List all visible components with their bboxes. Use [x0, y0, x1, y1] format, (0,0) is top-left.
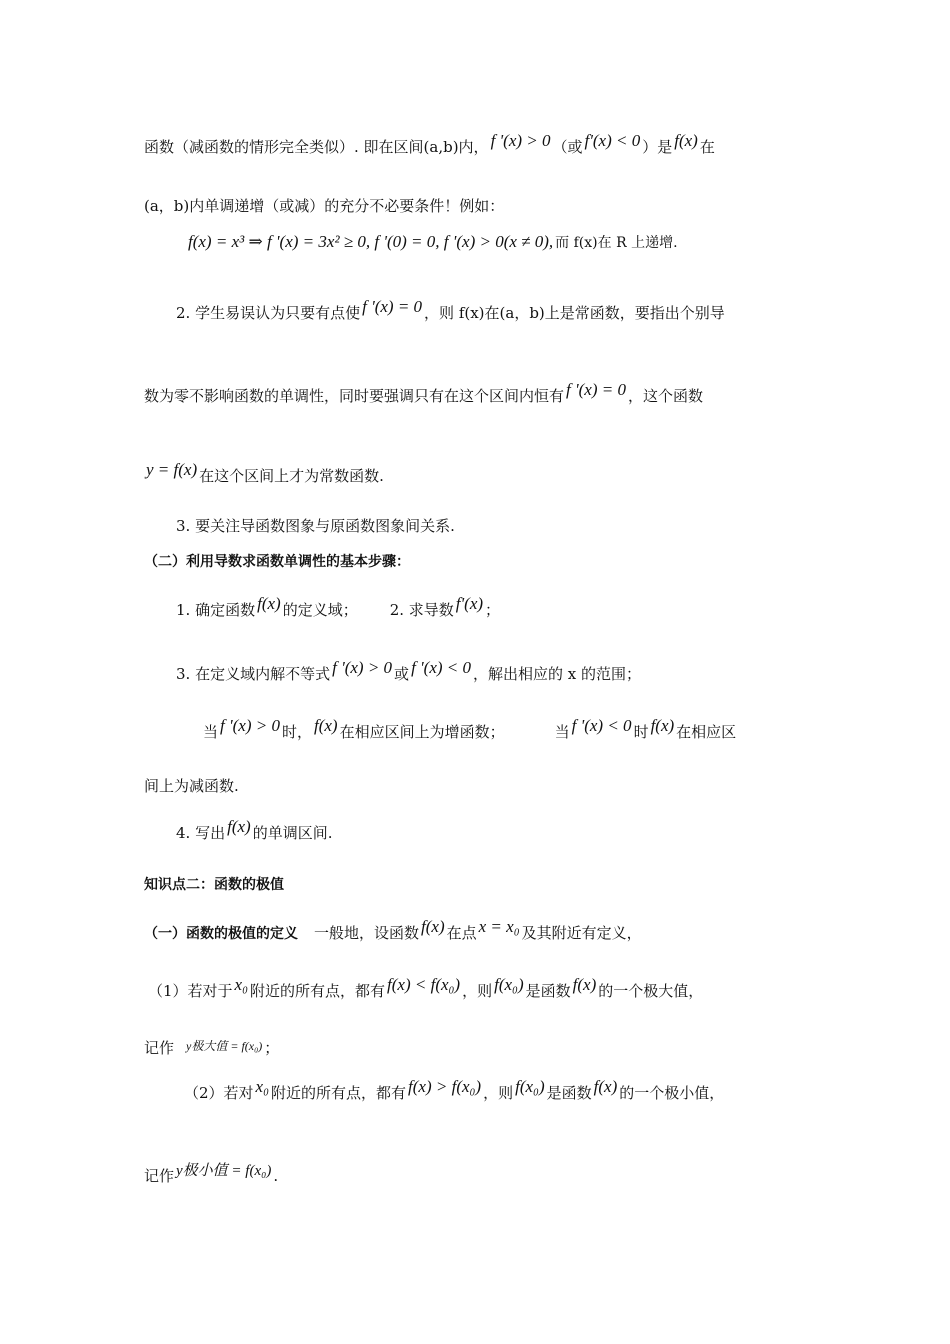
paragraph-text: 2. 求导数 — [389, 601, 454, 619]
paragraph-text: 的一个极小值， — [619, 1084, 725, 1102]
text-line — [148, 975, 703, 1001]
math-formula: f(x) — [674, 131, 698, 150]
math-formula: f(x) — [650, 716, 675, 735]
paragraph-text: 及其附近有定义， — [521, 924, 642, 942]
paragraph-text: 3. 在定义域内解不等式 — [176, 665, 331, 683]
paragraph-text: (a，b)内单调递增（或减）的充分不必要条件！例如： — [144, 197, 505, 215]
paragraph-text: （2）若对 — [184, 1084, 254, 1102]
paragraph-text: 1. 确定函数 — [176, 601, 256, 619]
math-formula: f(x) — [227, 817, 251, 836]
math-formula: f '(x) = 0 — [362, 297, 423, 316]
paragraph-text: 而 f(x)在 R 上递增. — [555, 235, 678, 251]
math-formula: f(x) — [313, 716, 338, 735]
math-formula: f '(x) = 0 — [566, 380, 626, 399]
paragraph-text: ，则 — [462, 982, 493, 1000]
section-heading — [144, 551, 410, 572]
paragraph-text: 在 — [699, 138, 715, 156]
text-line — [176, 817, 332, 843]
paragraph-text: 记作 — [144, 1039, 175, 1057]
paragraph-text: 是函数 — [525, 982, 571, 1000]
paragraph-text: 在相应区间上为增函数； — [339, 723, 505, 741]
text-line — [176, 658, 641, 684]
math-formula: x₀ — [234, 975, 249, 994]
text-line — [144, 1161, 278, 1186]
math-formula: f '(x) > 0 — [332, 658, 393, 677]
paragraph-text: 时， — [281, 723, 312, 741]
math-formula: f(x) — [593, 1077, 618, 1096]
math-formula: f '(x) > 0 — [220, 716, 280, 735]
paragraph-text: 函数（减函数的情形完全类似）. 即在区间(a,b)内， — [144, 138, 489, 156]
math-formula: f(x₀) — [515, 1077, 545, 1096]
math-formula: f '(x) > 0 — [490, 131, 551, 150]
text-line — [176, 594, 500, 620]
paragraph-text: 或 — [394, 665, 410, 683]
text-line — [176, 297, 725, 323]
math-formula: f(x) < f(x₀) — [387, 975, 461, 994]
math-formula: f(x) = x³ ⇒ f '(x) = 3x² ≥ 0, f '(0) = 0, f '(x) > 0(x ≠ 0), — [188, 232, 554, 251]
text-line — [144, 917, 642, 944]
paragraph-text: ）是 — [642, 138, 673, 156]
text-line — [184, 1077, 724, 1103]
paragraph-text: 在相应区 — [676, 723, 737, 741]
text-line — [144, 380, 703, 406]
math-formula: y极大值 = f(x₀) — [186, 1039, 263, 1053]
math-formula: f(x) — [572, 975, 597, 994]
paragraph-text: ，这个函数 — [627, 387, 703, 405]
paragraph-text: 的一个极大值， — [598, 982, 704, 1000]
paragraph-text: 在点 — [446, 924, 477, 942]
paragraph-text: 当 — [554, 723, 570, 741]
paragraph-text: 一般地，设函数 — [314, 924, 420, 942]
paragraph-text: ，则 — [483, 1084, 514, 1102]
paragraph-text: 附近的所有点，都有 — [271, 1084, 407, 1102]
paragraph-text: ； — [264, 1039, 280, 1057]
paragraph-text: 是函数 — [546, 1084, 592, 1102]
heading-text: 知识点二：函数的极值 — [144, 877, 284, 893]
math-formula: f '(x) < 0 — [411, 658, 472, 677]
math-formula: y = f(x) — [146, 460, 198, 479]
paragraph-text: ； — [485, 601, 501, 619]
text-line — [144, 1036, 279, 1058]
text-line — [144, 776, 239, 796]
math-formula: f(x) > f(x₀) — [408, 1077, 482, 1096]
math-formula: x = x₀ — [478, 917, 520, 936]
paragraph-text: ，则 f(x)在(a，b)上是常函数，要指出个别导 — [424, 304, 725, 322]
paragraph-text: 附近的所有点，都有 — [250, 982, 386, 1000]
paragraph-text: （或 — [552, 138, 583, 156]
section-heading — [144, 874, 284, 895]
text-line — [144, 196, 504, 216]
text-line — [203, 716, 736, 742]
paragraph-text: 间上为减函数. — [144, 777, 239, 795]
subheading-text: （一）函数的极值的定义 — [144, 926, 298, 942]
math-formula: y极小值 = f(x₀) — [176, 1163, 272, 1179]
math-formula: f'(x) — [455, 594, 484, 613]
math-formula: f '(x) < 0 — [571, 716, 632, 735]
paragraph-text: 当 — [203, 723, 219, 741]
text-line — [186, 232, 678, 253]
paragraph-text: 2. 学生易误认为只要有点使 — [176, 304, 361, 322]
text-line — [144, 131, 715, 157]
paragraph-text: 的单调区间. — [252, 824, 333, 842]
paragraph-text: 3. 要关注导函数图象与原函数图象间关系. — [176, 517, 455, 535]
paragraph-text: 4. 写出 — [176, 824, 226, 842]
math-formula: f'(x) < 0 — [584, 131, 641, 150]
paragraph-text: （1）若对于 — [148, 982, 233, 1000]
paragraph-text: 时 — [633, 723, 649, 741]
paragraph-text: . — [273, 1167, 279, 1185]
text-line — [144, 460, 384, 486]
math-formula: f(x₀) — [494, 975, 524, 994]
heading-text: （二）利用导数求函数单调性的基本步骤： — [144, 554, 410, 570]
paragraph-text: 数为零不影响函数的单调性，同时要强调只有在这个区间内恒有 — [144, 387, 565, 405]
paragraph-text: ，解出相应的 x 的范围； — [473, 665, 642, 683]
paragraph-text: 记作 — [144, 1167, 175, 1185]
paragraph-text: 在这个区间上才为常数函数. — [199, 467, 384, 485]
text-line — [176, 516, 455, 536]
math-formula: f(x) — [421, 917, 445, 936]
math-formula: f(x) — [257, 594, 281, 613]
math-formula: x₀ — [255, 1077, 270, 1096]
paragraph-text: 的定义域； — [282, 601, 358, 619]
